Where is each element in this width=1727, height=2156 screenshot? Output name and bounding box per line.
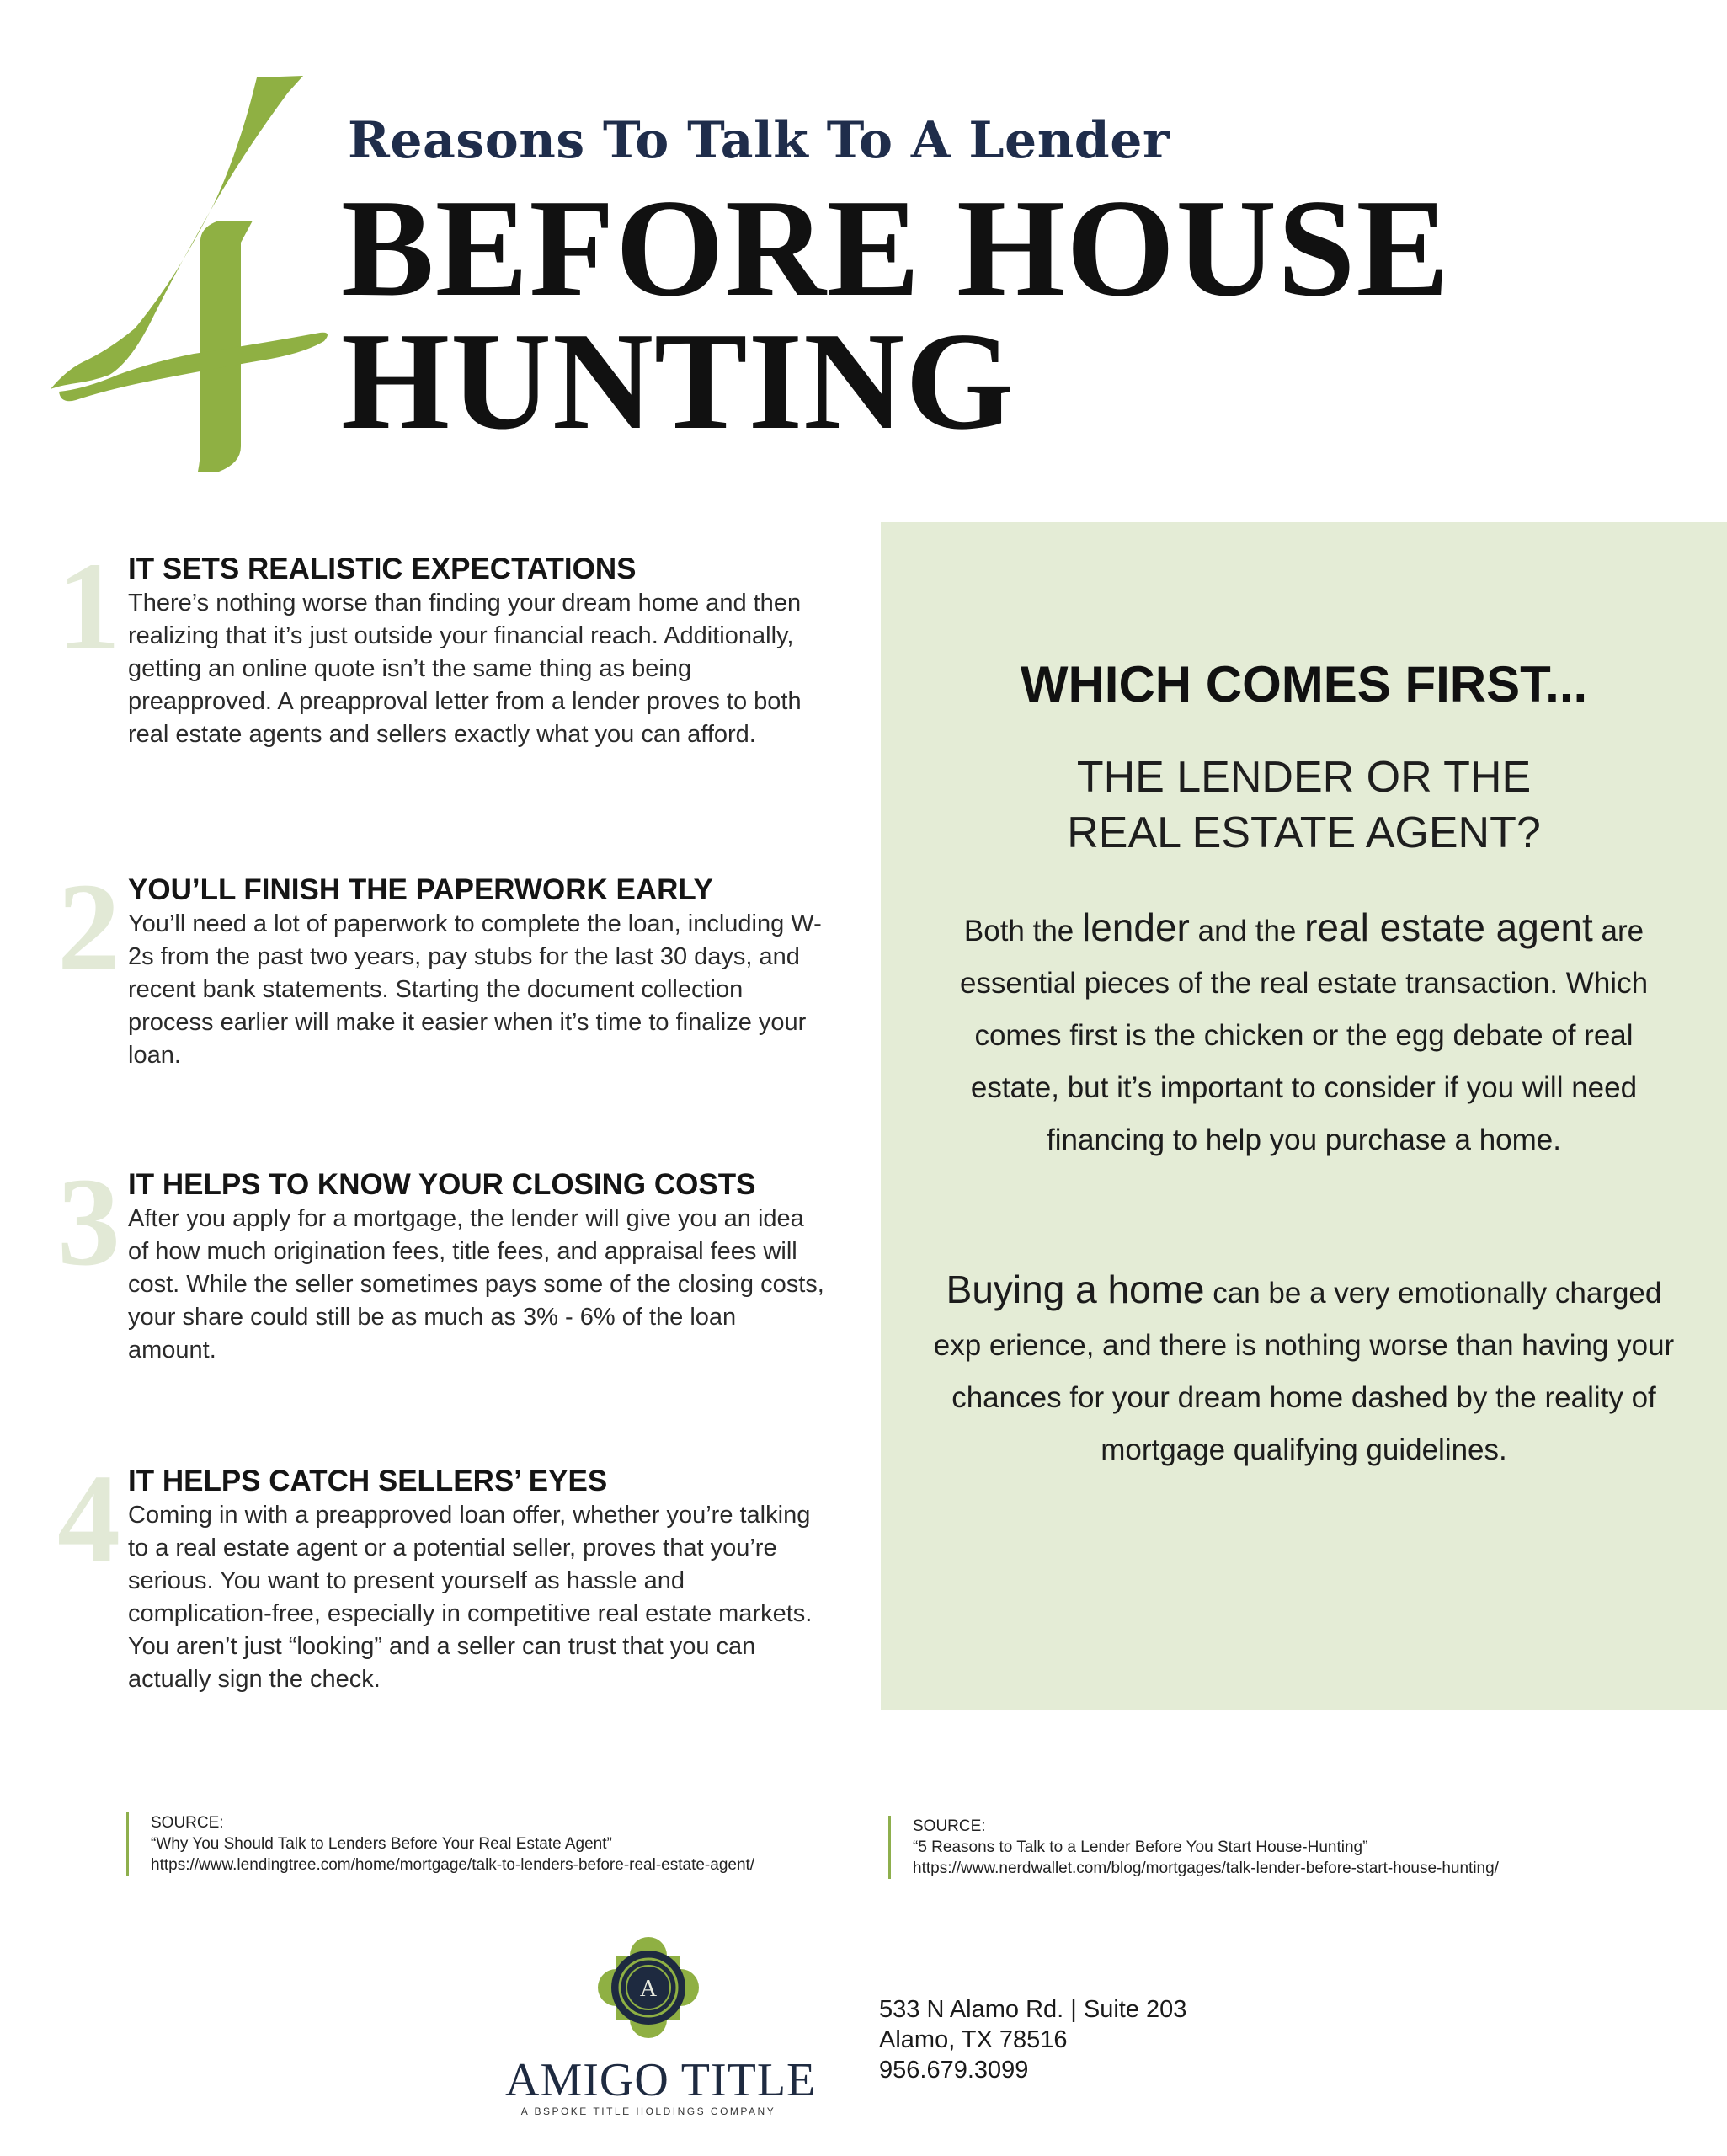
title-line-2: HUNTING	[341, 303, 1015, 458]
reason-body: After you apply for a mortgage, the lender will give you an idea of how much origination fees, title fees, and appraisal fees will cost. While the seller sometimes pays some of the closing costs, your share could still be as much as 3% - 6% of the loan amount.	[128, 1205, 824, 1364]
title-line-1: BEFORE HOUSE	[341, 170, 1451, 325]
reason-body: Coming in with a preapproved loan offer, whether you’re talking to a real estate agent or a potential seller, proves that you’re serious. You want to present yourself as hassle and complication-free, especially in competitive real estate markets. You aren’t just “looking” and a seller can trust that you can actually sign the check.	[128, 1502, 813, 1693]
reason-body: You’ll need a lot of paperwork to complete the loan, including W-2s from the past two years, pay stubs for the last 30 days, and recent bank statements. Starting the document collection process earlier will make it easier when it’s time to finalize your loan.	[128, 910, 822, 1069]
logo-name: AMIGO TITLE	[505, 2054, 817, 2106]
source-url[interactable]: https://www.nerdwallet.com/blog/mortgages/talk-lender-before-start-house-hunting/	[913, 1860, 1499, 1877]
panel-paragraph-1	[931, 901, 1676, 1166]
panel-text: and the	[1189, 915, 1305, 947]
source-url[interactable]: https://www.lendingtree.com/home/mortgage/talk-to-lenders-before-real-estate-agent/	[151, 1856, 755, 1874]
reason-number: 3	[57, 1152, 120, 1292]
panel-paragraph-2	[931, 1263, 1676, 1476]
reason-item-3	[57, 1152, 832, 1367]
reason-number: 4	[57, 1449, 120, 1588]
which-comes-first-panel	[881, 522, 1727, 1710]
page-title	[341, 170, 1451, 458]
panel-subtitle	[881, 750, 1727, 861]
subtitle: Reasons To Talk To A Lender	[348, 111, 1170, 170]
reason-item-1	[57, 536, 832, 751]
big-number-four: 4	[51, 65, 58, 79]
reason-number: 1	[57, 536, 120, 676]
big-number-four-graphic	[51, 65, 337, 463]
panel-text: are essential pieces of the real estate transaction. Which comes first is the chicken or the egg debate of real estate, but it’s important to consider if you will need financing to help you purchase a home.	[959, 915, 1649, 1156]
source-label: SOURCE:	[151, 1814, 224, 1832]
panel-text: Both the	[963, 915, 1082, 947]
phone-number[interactable]: 956.679.3099	[879, 2057, 1029, 2084]
reason-heading: IT HELPS CATCH SELLERS’ EYES	[128, 1465, 608, 1497]
panel-emphasis-lender: lender	[1082, 905, 1190, 949]
contact-address	[879, 1994, 1186, 2085]
source-citation-1	[126, 1812, 754, 1876]
panel-title: WHICH COMES FIRST...	[1020, 656, 1588, 712]
reason-heading: YOU’LL FINISH THE PAPERWORK EARLY	[128, 873, 713, 906]
reason-number: 2	[57, 857, 120, 997]
source-title: “Why You Should Talk to Lenders Before Your Real Estate Agent”	[151, 1835, 612, 1853]
amigo-title-logo	[505, 1937, 817, 2122]
logo-letter: A	[639, 1976, 658, 2002]
source-title: “5 Reasons to Talk to a Lender Before You Start House-Hunting”	[913, 1838, 1368, 1856]
reason-heading: IT HELPS TO KNOW YOUR CLOSING COSTS	[128, 1168, 756, 1201]
panel-emphasis-buying: Buying a home	[946, 1267, 1205, 1311]
reason-item-4	[57, 1449, 832, 1696]
reason-body: There’s nothing worse than finding your dream home and then realizing that it’s just outside your financial reach. Additionally, getting an online quote isn’t the same thing as being preapproved. A preapproval letter from a lender proves to both real estate agents and sellers exactly what you can afford.	[128, 590, 802, 748]
address-line-2: Alamo, TX 78516	[879, 2026, 1068, 2053]
reason-item-2	[57, 857, 832, 1072]
panel-subtitle-line-2: REAL ESTATE AGENT?	[1067, 808, 1541, 857]
reason-heading: IT SETS REALISTIC EXPECTATIONS	[128, 552, 637, 585]
address-line-1: 533 N Alamo Rd. | Suite 203	[879, 1996, 1187, 2023]
source-label: SOURCE:	[913, 1817, 986, 1835]
panel-emphasis-agent: real estate agent	[1304, 905, 1593, 949]
panel-text: can be a very emotionally charged exp erience, and there is nothing worse than having your chances for your dream home dashed by the reality of mortgage qualifying guidelines.	[933, 1277, 1675, 1466]
source-citation-2	[888, 1816, 1499, 1879]
panel-subtitle-line-1: THE LENDER OR THE	[1076, 753, 1532, 802]
logo-emblem-icon	[598, 1937, 699, 2038]
logo-tagline: A BSPOKE TITLE HOLDINGS COMPANY	[520, 2105, 776, 2117]
